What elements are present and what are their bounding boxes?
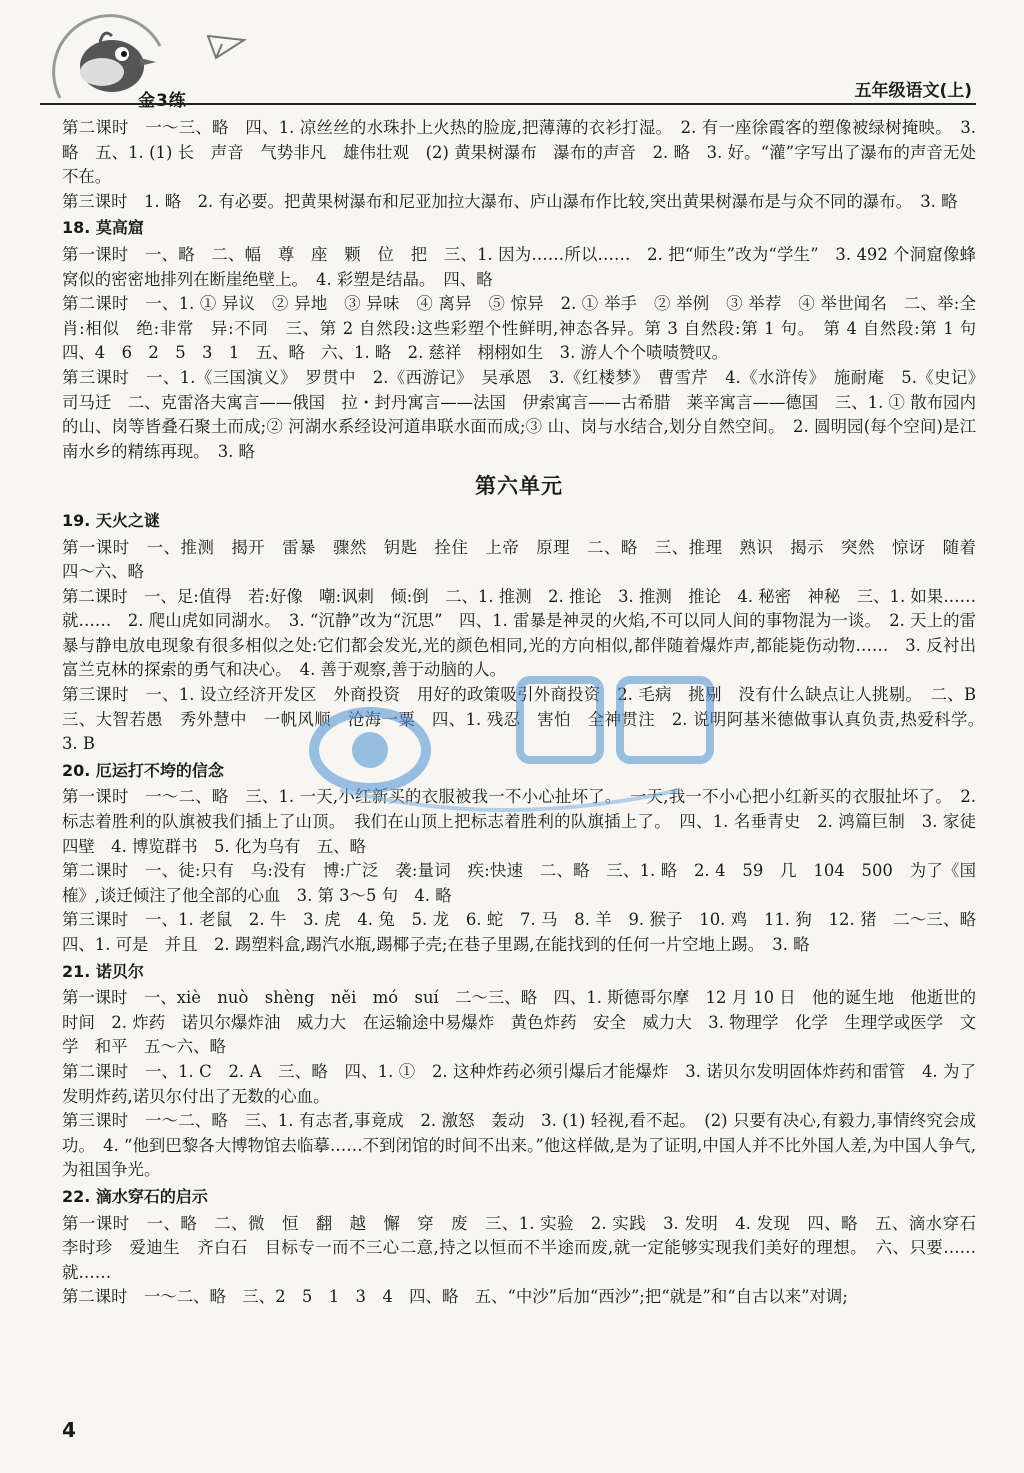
lesson-heading: 18. 莫高窟: [62, 218, 144, 238]
answer-paragraph: 第二课时 一～三、略 四、1. 凉丝丝的水珠扑上火热的脸庞,把薄薄的衣衫打湿。 2. 有一座徐霞客的塑像被绿树掩映。 3. 略 五、1. (1) 长 声音 气势非凡 雄伟壮观 (2) 黄果树瀑布 瀑布的声音 2. 略 3. 好。“灌”字写出了瀑布的声音无处不在。: [62, 118, 976, 187]
header-divider: [40, 103, 976, 105]
lesson-heading: 22. 滴水穿石的启示: [62, 1186, 208, 1206]
answer-paragraph: 第一课时 一、推测 揭开 雷暴 骤然 钥匙 拴住 上帝 原理 二、略 三、推理 熟识 揭示 突然 惊讶 随着 四～六、略: [62, 537, 993, 582]
answer-paragraph: 第二课时 一、1. C 2. A 三、略 四、1. ① 2. 这种炸药必须引爆后才能爆炸 3. 诺贝尔发明固体炸药和雷管 4. 为了发明炸药,诺贝尔付出了无数的心血。: [62, 1061, 976, 1106]
answer-paragraph: 第一课时 一、xiè nuò shèng něi mó suí 二～三、略 四、1. 斯德哥尔摩 12 月 10 日 他的诞生地 他逝世的时间 2. 炸药 诺贝尔爆炸油 威力大 在运输途中易爆炸 黄色炸药 安全 威力大 3. 物理学 化学 生理学或医学 文学 和平 五～六、略: [62, 988, 976, 1057]
answer-paragraph: 第二课时 一、徒:只有 乌:没有 博:广泛 袭:量词 疾:快速 二、略 三、1. 略 2. 4 59 几 104 500 为了《国榷》,谈迁倾注了他全部的心血 3. 第 3～5 句 4. 略: [62, 861, 976, 905]
answer-paragraph: 第三课时 一、1. 老鼠 2. 牛 3. 虎 4. 兔 5. 龙 6. 蛇 7. 马 8. 羊 9. 猴子 10. 鸡 11. 狗 12. 猪 二～三、略 四、1. 可是 并且 2. 踢塑料盒,踢汽水瓶,踢椰子壳;在巷子里踢,在能找到的任何一片空地上踢。 3. 略: [62, 910, 993, 954]
unit-title: 第六单元: [475, 474, 563, 499]
answer-paragraph: 第三课时 1. 略 2. 有必要。把黄果树瀑布和尼亚加拉大瀑布、庐山瀑布作比较,突出黄果树瀑布是与众不同的瀑布。 3. 略: [62, 191, 958, 211]
lesson-heading: 19. 天火之谜: [62, 510, 160, 530]
answer-paragraph: 第三课时 一、1.《三国演义》 罗贯中 2.《西游记》 吴承恩 3.《红楼梦》 曹雪芹 4.《水浒传》 施耐庵 5.《史记》 司马迁 二、克雷洛夫寓言——俄国 拉・封丹寓言——法国 伊索寓言——古希腊 莱辛寓言——德国 三、1. ① 散布园内的山、岗等皆叠石聚土而成;② 河湖水系经设河道串联水面而成;③ 山、岗与水结合,划分自然空间。 2. 圆明园(每个空间)是江南水乡的精练再现。 3. 略: [62, 367, 993, 461]
answer-paragraph: 第三课时 一、1. 设立经济开发区 外商投资 用好的政策吸引外商投资 2. 毛病 挑剔 没有什么缺点让人挑剔。 二、B 三、大智若愚 秀外慧中 一帆风顺 沧海一粟 四、1. 残忍 害怕 全神贯注 2. 说明阿基米德做事认真负责,热爱科学。 3. B: [62, 685, 993, 754]
brand-title: 金3练: [138, 91, 187, 111]
lesson-heading: 20. 厄运打不垮的信念: [62, 760, 224, 780]
answer-paragraph: 第一课时 一～二、略 三、1. 一天,小红新买的衣服被我一不小心扯坏了。 一天,我一不小心把小红新买的衣服扯坏了。 2. 标志着胜利的队旗被我们插上了山顶。 我们在山顶上把标志着胜利的队旗插上了。 四、1. 名垂青史 2. 鸿篇巨制 3. 家徒四壁 4. 博览群书 5. 化为乌有 五、略: [62, 787, 976, 856]
answer-paragraph: 第三课时 一～二、略 三、1. 有志者,事竟成 2. 激怒 轰动 3. (1) 轻视,看不起。 (2) 只要有决心,有毅力,事情终究会成功。 4. “他到巴黎各大博物馆去临摹……不到闭馆的时间不出来。”他这样做,是为了证明,中国人并不比外国人差,为中国人争气,为祖国争光。: [62, 1111, 976, 1180]
grade-subject-label: 五年级语文(上): [854, 81, 972, 101]
answer-paragraph: 第二课时 一、1. ① 异议 ② 异地 ③ 异味 ④ 离异 ⑤ 惊异 2. ① 举手 ② 举例 ③ 举荐 ④ 举世闻名 二、举:全 肖:相似 绝:非常 异:不同 三、第 2 自然段:这些彩塑个性鲜明,神态各异。第 3 自然段:第 1 句。 第 4 自然段:第 1 句 四、4 6 2 5 3 1 五、略 六、1. 略 2. 慈祥 栩栩如生 3. 游人个个啧啧赞叹。: [62, 294, 993, 363]
answer-paragraph: 第二课时 一～二、略 三、2 5 1 3 4 四、略 五、“中沙”后加“西沙”;把“就是”和“自古以来”对调;: [62, 1287, 848, 1307]
lesson-heading: 21. 诺贝尔: [62, 961, 144, 981]
answer-content: [62, 116, 993, 1310]
answer-paragraph: 第一课时 一、略 二、幅 尊 座 颗 位 把 三、1. 因为……所以…… 2. 把“师生”改为“学生” 3. 492 个洞窟像蜂窝似的密密地排列在断崖绝壁上。 4. 彩塑是结晶。 四、略: [62, 244, 976, 289]
page-number: 4: [62, 1418, 76, 1442]
answer-paragraph: 第一课时 一、略 二、微 恒 翻 越 懈 穿 废 三、1. 实验 2. 实践 3. 发明 4. 发现 四、略 五、滴水穿石 李时珍 爱迪生 齐白石 目标专一而不三心二意,持之以恒而不半途而废,就一定能够实现我们美好的理想。 六、只要……就……: [62, 1213, 993, 1282]
answer-paragraph: 第二课时 一、足:值得 若:好像 嘲:讽刺 倾:倒 二、1. 推测 2. 推论 3. 推测 推论 4. 秘密 神秘 三、1. 如果……就…… 2. 爬山虎如同湖水。 3. “沉静”改为“沉思” 四、1. 雷暴是神灵的火焰,不可以同人间的事物混为一谈。 2. 天上的雷暴与静电放电现象有很多相似之处:它们都会发光,光的颜色相同,光的方向相似,都伴随着爆炸声,都能毙伤动物…… 3. 反衬出富兰克林的探索的勇气和决心。 4. 善于观察,善于动脑的人。: [62, 586, 976, 680]
